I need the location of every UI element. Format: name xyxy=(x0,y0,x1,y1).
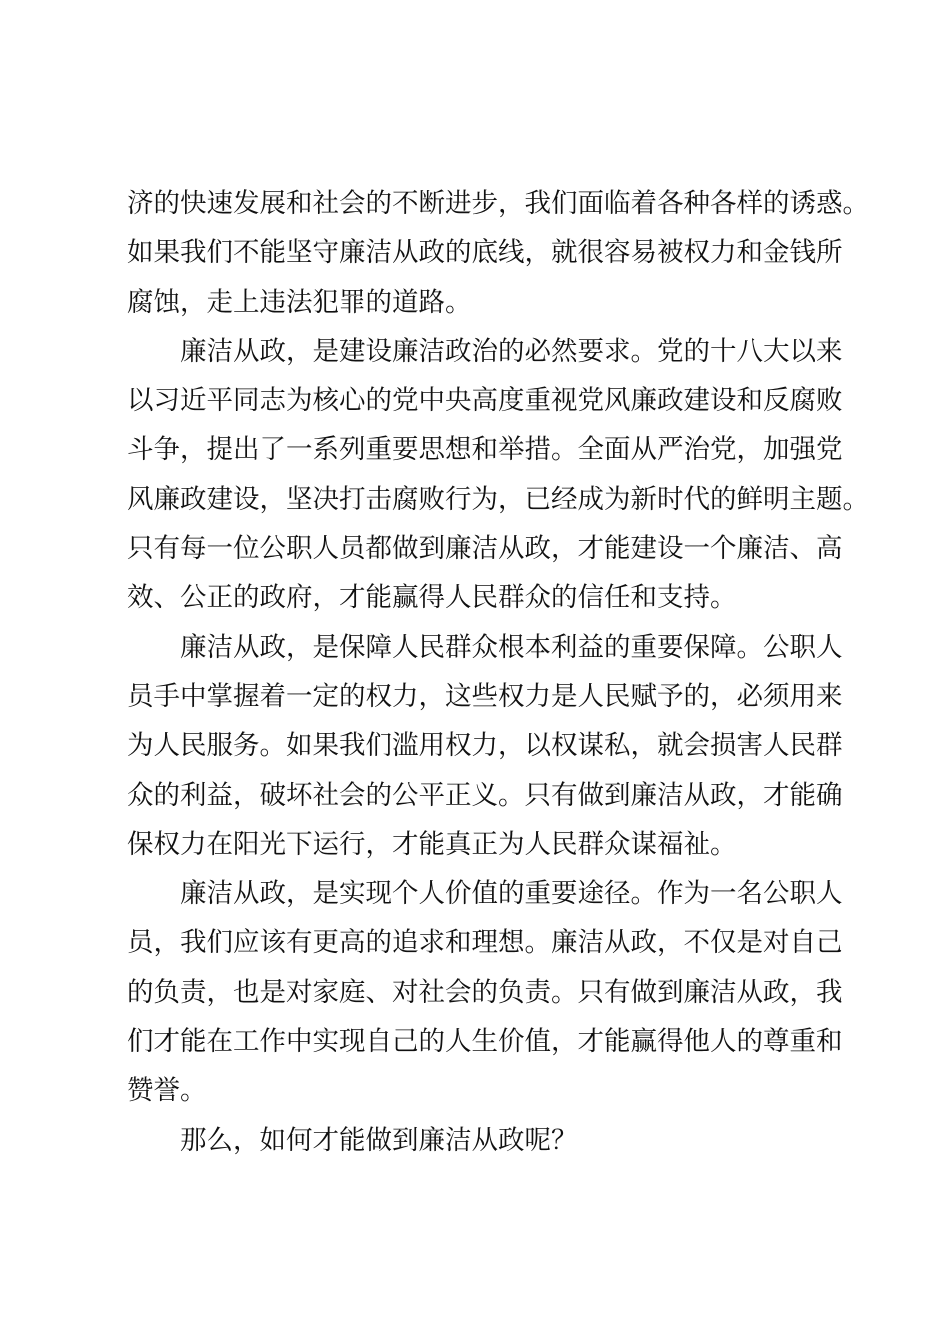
text-line: 的负责，也是对家庭、对社会的负责。只有做到廉洁从政，我 xyxy=(127,976,843,1008)
text-line: 斗争，提出了一系列重要思想和举措。全面从严治党，加强党 xyxy=(127,434,843,466)
text-line: 腐蚀，走上违法犯罪的道路。 xyxy=(127,286,472,318)
text-line: 如果我们不能坚守廉洁从政的底线，就很容易被权力和金钱所 xyxy=(127,237,843,269)
paragraph-first-line: 廉洁从政，是建设廉洁政治的必然要求。党的十八大以来 xyxy=(180,335,843,367)
document-body xyxy=(127,179,869,1165)
text-line: 赞誉。 xyxy=(127,1075,207,1107)
paragraph-first-line: 廉洁从政，是保障人民群众根本利益的重要保障。公职人 xyxy=(180,631,843,663)
text-line: 济的快速发展和社会的不断进步，我们面临着各种各样的诱惑。 xyxy=(127,188,869,219)
text-line: 保权力在阳光下运行，才能真正为人民群众谋福祉。 xyxy=(127,828,737,860)
text-line: 员，我们应该有更高的追求和理想。廉洁从政，不仅是对自己 xyxy=(127,927,843,959)
text-line: 以习近平同志为核心的党中央高度重视党风廉政建设和反腐败 xyxy=(127,385,843,417)
text-line: 众的利益，破坏社会的公平正义。只有做到廉洁从政，才能确 xyxy=(127,779,843,811)
paragraph-first-line: 廉洁从政，是实现个人价值的重要途径。作为一名公职人 xyxy=(180,878,843,910)
text-line: 只有每一位公职人员都做到廉洁从政，才能建设一个廉洁、高 xyxy=(127,533,843,565)
text-line: 为人民服务。如果我们滥用权力，以权谋私，就会损害人民群 xyxy=(127,730,843,762)
text-line: 风廉政建设，坚决打击腐败行为，已经成为新时代的鲜明主题。 xyxy=(127,483,869,515)
text-line: 效、公正的政府，才能赢得人民群众的信任和支持。 xyxy=(127,582,737,614)
text-line: 们才能在工作中实现自己的人生价值，才能赢得他人的尊重和 xyxy=(127,1026,843,1058)
text-line: 员手中掌握着一定的权力，这些权力是人民赋予的，必须用来 xyxy=(127,680,843,712)
paragraph-first-line: 那么，如何才能做到廉洁从政呢？ xyxy=(180,1124,578,1156)
